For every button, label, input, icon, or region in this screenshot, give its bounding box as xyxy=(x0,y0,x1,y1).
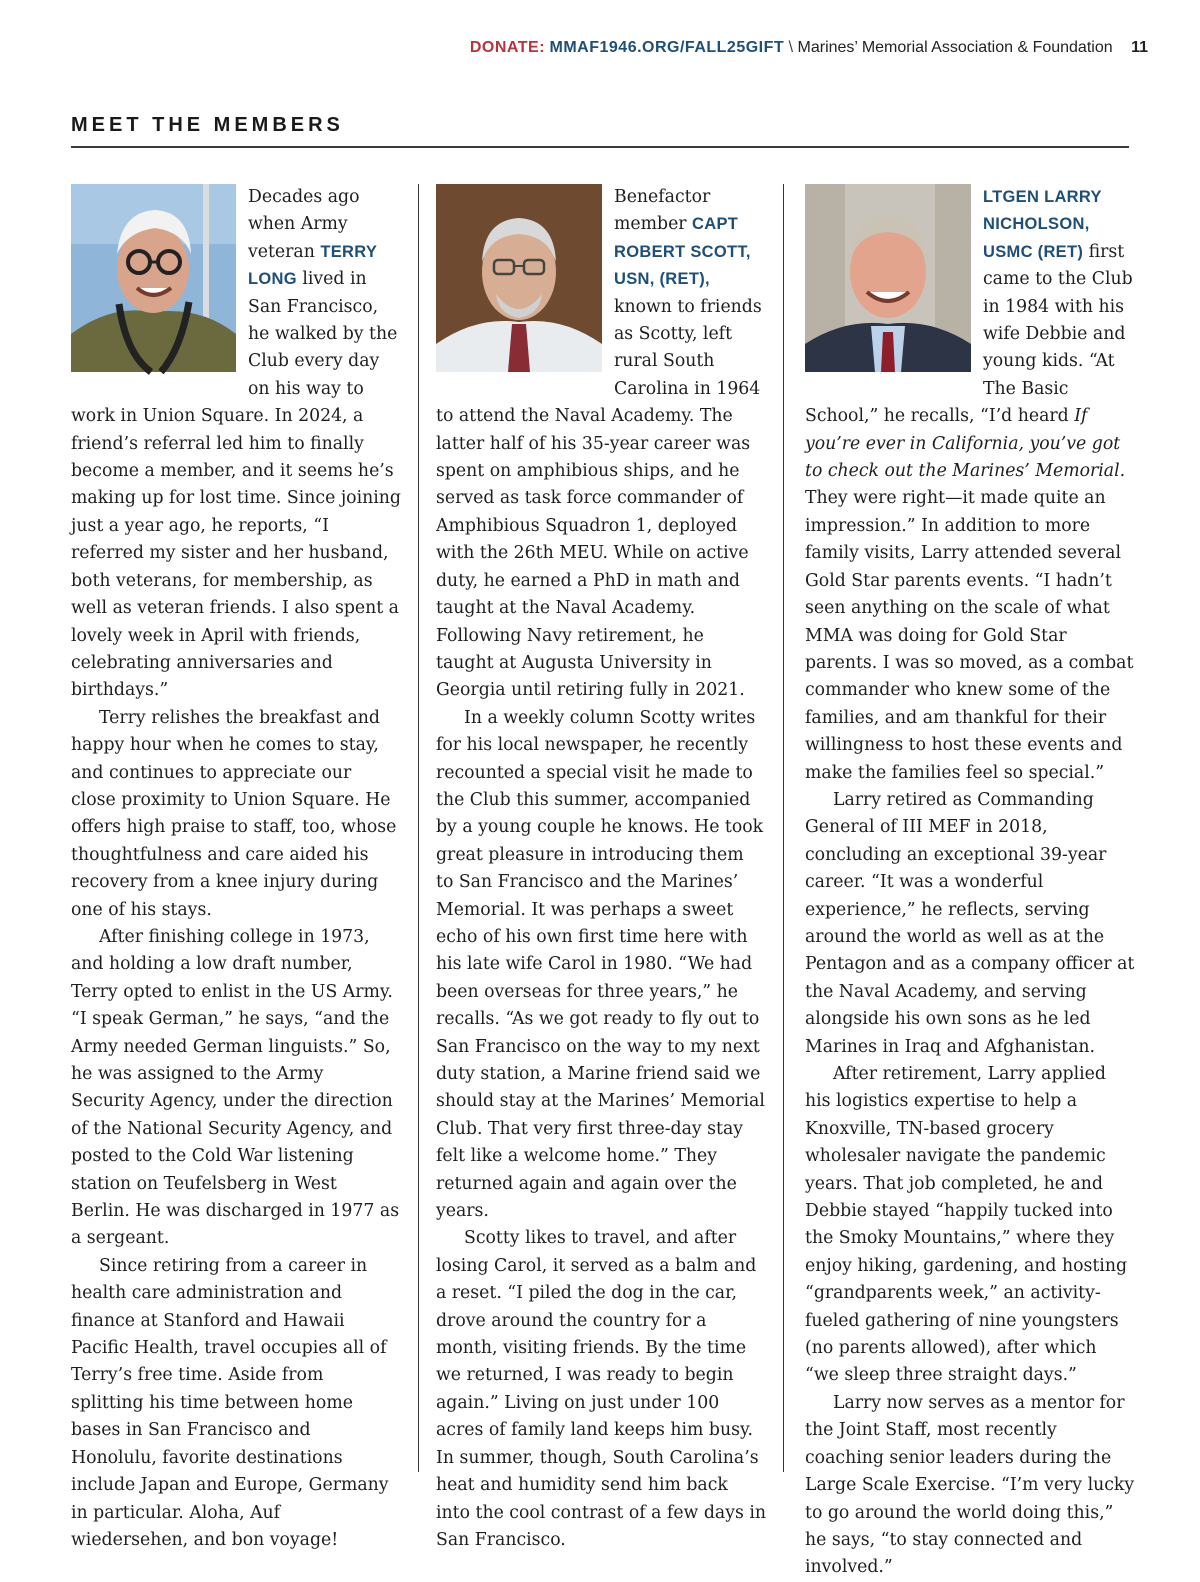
member-article-terry-long xyxy=(71,184,401,1554)
intro-text: Benefactor member xyxy=(614,187,711,235)
body-paragraph: In a weekly column Scotty writes for his local newspaper, he recently recounted a special visit he made to the Club this summer, accompanied by a young couple he knows. He took great pleasure in introducing them to San Francisco and the Marines’ Memorial. It was perhaps a sweet echo of his own first time here with his late wife Carol in 1980. “We had been overseas for three years,” he recalls. “As we got ready to fly out to San Francisco on the way to my next duty station, a Marine friend said we should stay at the Marines’ Memorial Club. That very first three-day stay felt like a welcome home.” They returned again and again over the years. xyxy=(436,707,765,1222)
member-name: CAPT ROBERT SCOTT, USN, (RET), xyxy=(614,215,751,289)
intro-text: known to friends as Scotty, left rural South Carolina in 1964 to attend the Naval Academy. The latter half of his 35-year career was spent on amphibious ships, and he served as task force commander of Amphibious Squadron 1, deployed with the 26th MEU. While on active duty, he earned a PhD in math and taught at the Naval Academy. Following Navy retirement, he taught at Augusta University in Georgia until retiring fully in 2021. xyxy=(436,296,762,701)
column-divider xyxy=(783,184,784,1472)
member-name: TERRY LONG xyxy=(248,242,377,289)
organization-name: Marines’ Memorial Association & Foundation xyxy=(797,39,1113,56)
page-number: 11 xyxy=(1131,39,1148,56)
body-paragraph: Larry now serves as a mentor for the Joint Staff, most recently coaching senior leaders during the Large Scale Exercise. “I’m very lucky to go around the world doing this,” he says, “to stay connected and involved.” xyxy=(805,1392,1135,1578)
header-separator: \ xyxy=(788,39,794,56)
body-paragraph: Since retiring from a career in health care administration and finance at Stanford and Hawaii Pacific Health, travel occupies all of Terry’s free time. Aside from splitting his time between home bases in San Francisco and Honolulu, favorite destinations include Japan and Europe, Germany in particular. Aloha, Auf wiedersehen, and bon voyage! xyxy=(71,1255,389,1550)
intro-text: Decades ago when Army veteran xyxy=(248,187,360,262)
intro-text: They were right—it made quite an impression.” In addition to more family visits, Larry attended several Gold Star parents events. “I hadn’t seen anything on the scale of what MMA was doing for Gold Star parents. I was so moved, as a combat commander who knew some of the families, and am thankful for their willingness to host these events and make the families feel so special.” xyxy=(805,488,1134,783)
intro-text: lived in San Francisco, he walked by the Club every day on his way to work in Union Square. In 2024, a friend’s referral led him to finally become a member, and it seems he’s making up for lost time. Since joining just a year ago, he reports, “I referred my sister and her husband, both veterans, for membership, as well as veteran friends. I also spent a lovely week in April with friends, celebrating anniversaries and birthdays.” xyxy=(71,269,401,701)
quote-italic: If you’re ever in California, you’ve got to check out the Marines’ Memorial. xyxy=(805,406,1126,482)
member-name: LTGEN LARRY NICHOLSON, USMC (RET) xyxy=(983,188,1102,261)
portrait-terry-long-icon xyxy=(71,184,236,372)
body-paragraph: After finishing college in 1973, and holding a low draft number, Terry opted to enlist in the US Army. “I speak German,” he says, “and the Army needed German linguists.” So, he was assigned to the Army Security Agency, under the direction of the National Security Agency, and posted to the Cold War listening station on Teufelsberg in West Berlin. He was discharged in 1977 as a sergeant. xyxy=(71,926,400,1249)
section-title: MEET THE MEMBERS xyxy=(71,114,344,136)
section-divider xyxy=(71,146,1129,148)
column-divider xyxy=(418,184,419,1472)
body-paragraph: Scotty likes to travel, and after losing Carol, it served as a balm and a reset. “I piled the dog in the car, drove around the country for a month, visiting friends. By the time we returned, I was ready to begin again.” Living on just under 100 acres of family land keeps him busy. In summer, though, South Carolina’s heat and humidity send him back into the cool contrast of a few days in San Francisco. xyxy=(436,1228,766,1550)
portrait-larry-nicholson-icon xyxy=(805,184,971,372)
body-paragraph: Larry retired as Commanding General of III MEF in 2018, concluding an exceptional 39-year career. “It was a wonderful experience,” he reflects, serving around the world as well as at the Pentagon and as a company officer at the Naval Academy, and serving alongside his own sons as he led Marines in Iraq and Afghanistan. xyxy=(805,789,1135,1057)
portrait-robert-scott-icon xyxy=(436,184,602,372)
body-paragraph: Terry relishes the breakfast and happy hour when he comes to stay, and continues to appreciate our close proximity to Union Square. He offers high praise to staff, too, whose thoughtfulness and care aided his recovery from a knee injury during one of his stays. xyxy=(71,707,397,920)
intro-text: first came to the Club in 1984 with his wife Debbie and young kids. “At The Basic School,” he recalls, “I’d heard xyxy=(805,241,1133,427)
member-article-robert-scott xyxy=(436,184,766,1554)
page-header xyxy=(470,39,1148,57)
donate-label: DONATE: xyxy=(469,39,546,56)
donate-url-link[interactable]: MMAF1946.ORG/FALL25GIFT xyxy=(549,39,785,56)
body-paragraph: After retirement, Larry applied his logistics expertise to help a Knoxville, TN-based grocery wholesaler navigate the pandemic years. That job completed, he and Debbie stayed “happily tucked into the Smoky Mountains,” where they enjoy hiking, gardening, and hosting “grandparents week,” an activity-fueled gathering of nine youngsters (no parents allowed), after which “we sleep three straight days.” xyxy=(805,1064,1128,1386)
member-article-larry-nicholson xyxy=(805,184,1135,1582)
